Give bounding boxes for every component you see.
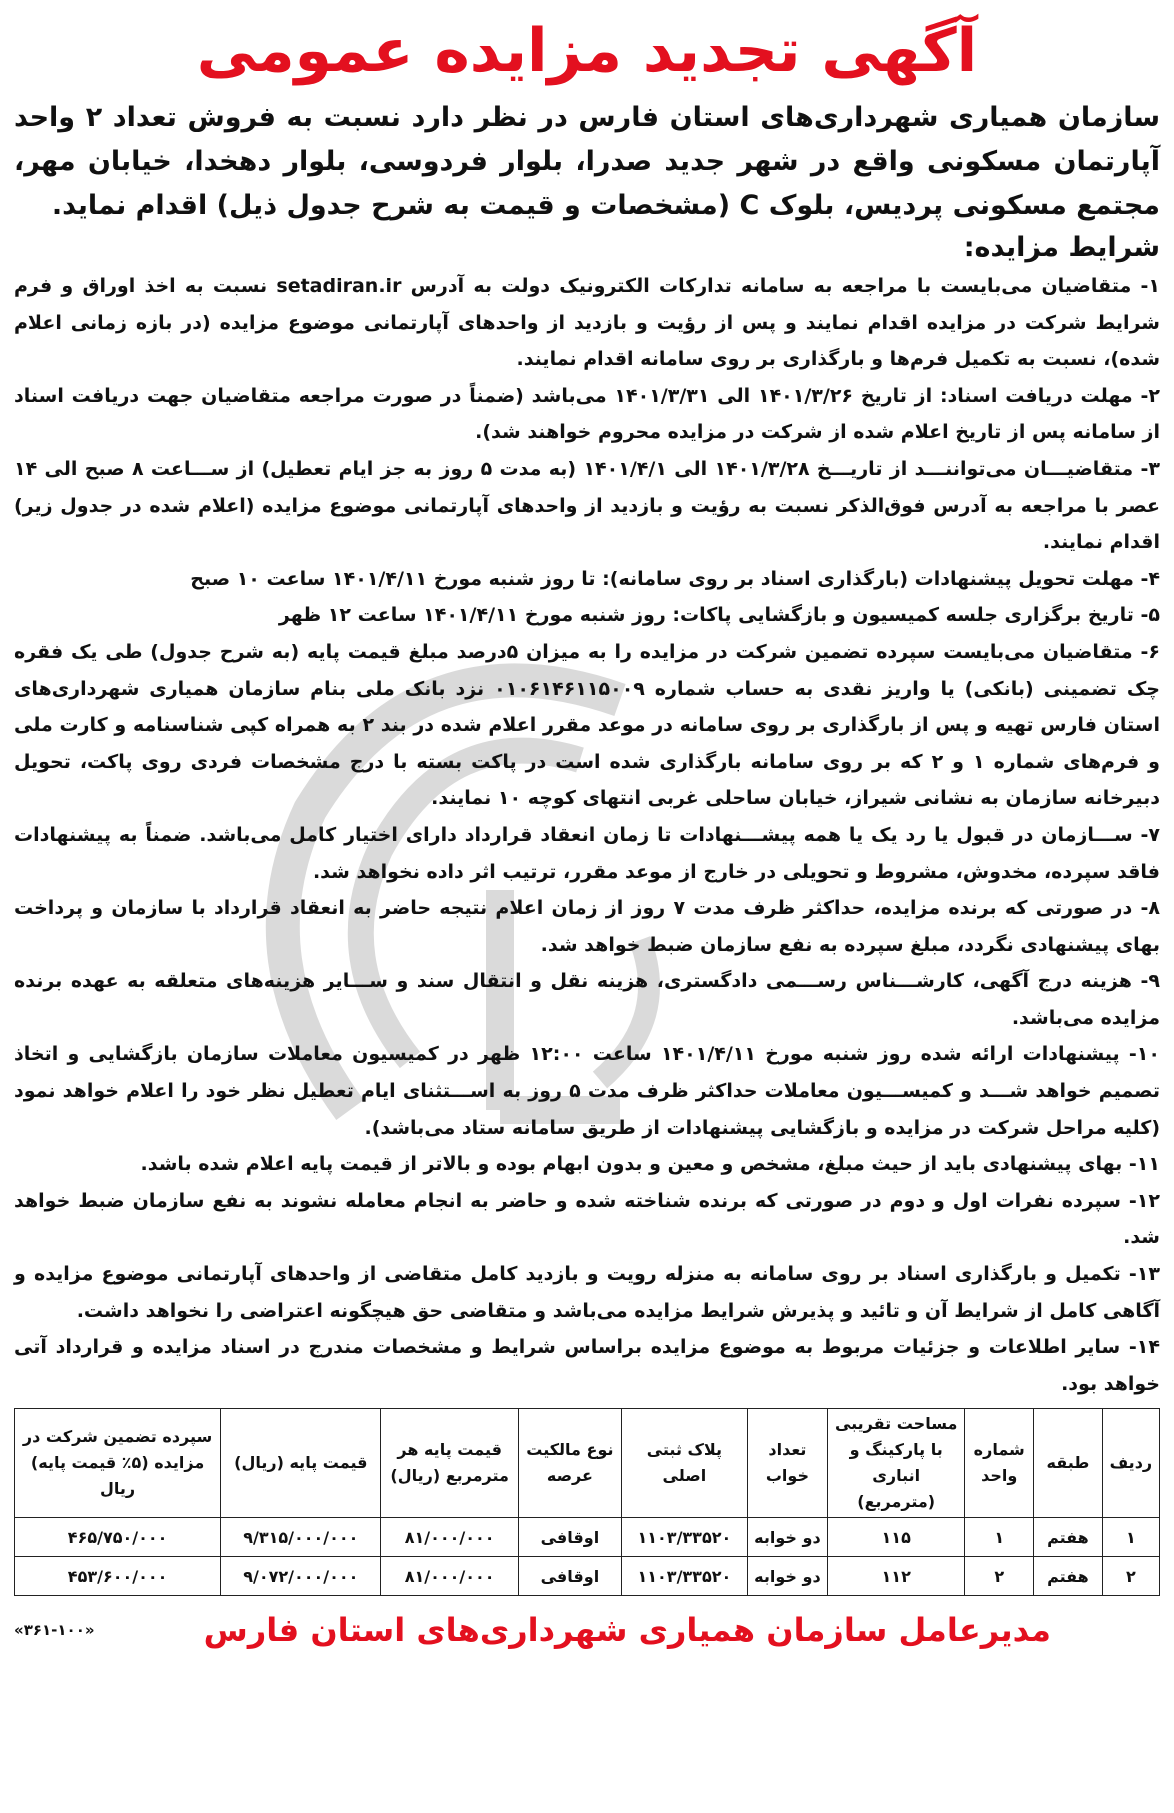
conditions-heading: شرایط مزایده: <box>963 232 1160 263</box>
table-cell: ۸۱/۰۰۰/۰۰۰ <box>381 1557 518 1596</box>
condition-item: ۱۱- بهای پیشنهادی باید از حیث مبلغ، مشخص و معین و بدون ابهام بوده و بالاتر از قیمت پایه اعلام شده باشد. <box>140 1153 1160 1176</box>
table-cell: ۱۱۰۳/۳۳۵۲۰ <box>621 1518 747 1557</box>
column-header: تعداد خواب <box>747 1409 827 1518</box>
table-cell: ۱۱۲ <box>827 1557 964 1596</box>
column-header: مساحت تقریبی با پارکینگ و انباری (مترمربع) <box>827 1409 964 1518</box>
condition-item: ۲- مهلت دریافت اسناد: از تاریخ ۱۴۰۱/۳/۲۶ الی ۱۴۰۱/۳/۳۱ می‌باشد (ضمناً در صورت مراجعه متقاضیان جهت دریافت اسناد از سامانه پس از تاریخ اعلام شده از شرکت در مزایده محروم خواهند شد). <box>14 384 1160 444</box>
table-cell: ۴۵۳/۶۰۰/۰۰۰ <box>15 1557 221 1596</box>
units-table <box>14 1408 1160 1596</box>
notice-code: «۳۶۱-۱۰۰» <box>14 1621 95 1640</box>
table-cell: ۱ <box>965 1518 1034 1557</box>
table-cell: هفتم <box>1034 1518 1103 1557</box>
table-cell: هفتم <box>1034 1557 1103 1596</box>
table-cell: اوقافی <box>518 1518 621 1557</box>
column-header: قیمت پایه (ریال) <box>221 1409 381 1518</box>
table-cell: دو خوابه <box>747 1518 827 1557</box>
conditions-list <box>14 268 1160 1402</box>
table-cell: ۴۶۵/۷۵۰/۰۰۰ <box>15 1518 221 1557</box>
table-cell: ۲ <box>1102 1557 1159 1596</box>
table-cell: اوقافی <box>518 1557 621 1596</box>
table-cell: دو خوابه <box>747 1557 827 1596</box>
condition-item: ۶- متقاضیان می‌بایست سپرده تضمین شرکت در مزایده را به میزان ۵درصد مبلغ قیمت پایه (به شرح جدول) طی یک فقره چک تضمینی (بانکی) یا واریز نقدی به حساب شماره ۰۱۰۶۱۴۶۱۱۵۰۰۹ نزد بانک ملی بنام سازمان همیاری شهرداری‌های استان فارس تهیه و پس از بارگذاری بر روی سامانه در موعد مقرر اعلام شده در بند ۲ به همراه کپی شناسنامه و کارت ملی و فرم‌های شماره ۱ و ۲ که بر روی سامانه بارگذاری شده است در پاکت بسته با درج مشخصات فردی روی پاکت، تحویل دبیرخانه سازمان به نشانی شیراز، خیابان ساحلی غربی انتهای کوچه ۱۰ نمایند. <box>14 640 1161 810</box>
condition-item: ۱۲- سپرده نفرات اول و دوم در صورتی که برنده شناخته شده و حاضر به انجام معامله نشوند به نفع سازمان ضبط خواهد شد. <box>14 1189 1160 1249</box>
notice-title: آگهی تجدید مزایده عمومی <box>196 16 978 86</box>
condition-item: ۵- تاریخ برگزاری جلسه کمیسیون و بازگشایی پاکات: روز شنبه مورخ ۱۴۰۱/۴/۱۱ ساعت ۱۲ ظهر <box>278 604 1160 627</box>
table-cell: ۹/۰۷۲/۰۰۰/۰۰۰ <box>221 1557 381 1596</box>
condition-item: ۹- هزینه درج آگهی، کارشـــناس رســـمی دادگستری، هزینه نقل و انتقال سند و ســـایر هزینه‌های متعلقه به عهده برنده مزایده می‌باشد. <box>14 970 1160 1029</box>
table-cell: ۱ <box>1102 1518 1159 1557</box>
table-row <box>15 1518 1160 1557</box>
column-header: طبقه <box>1034 1409 1103 1518</box>
column-header: شماره واحد <box>965 1409 1034 1518</box>
column-header: قیمت پایه هر مترمربع (ریال) <box>381 1409 518 1518</box>
condition-item: ۸- در صورتی که برنده مزایده، حداکثر ظرف مدت ۷ روز از زمان اعلام نتیجه حاضر به انعقاد قرارداد با سازمان و پرداخت بهای پیشنهادی نگردد، مبلغ سپرده به نفع سازمان ضبط خواهد شد. <box>14 897 1160 956</box>
table-header-row <box>15 1409 1160 1518</box>
condition-item: ۷- ســـازمان در قبول یا رد یک یا همه پیشـــنهادات تا زمان انعقاد قرارداد دارای اختیار کامل می‌باشد. ضمناً به پیشنهادات فاقد سپرده، مخدوش، مشروط و تحویلی در خارج از موعد مقرر، ترتیب اثر داده نخواهد شد. <box>14 823 1160 883</box>
column-header: سپرده تضمین شرکت در مزایده (۵٪ قیمت پایه) ریال <box>15 1409 221 1518</box>
condition-item: ۱۴- سایر اطلاعات و جزئیات مربوط به موضوع مزایده براساس شرایط و مشخصات مندرج در اسناد مزایده و قرارداد آتی خواهد بود. <box>14 1336 1160 1395</box>
column-header: پلاک ثبتی اصلی <box>621 1409 747 1518</box>
footer <box>14 1604 1160 1656</box>
condition-item: ۱- متقاضیان می‌بایست با مراجعه به سامانه تدارکات الکترونیک دولت به آدرس setadiran.ir نسبت به اخذ اوراق و فرم شرایط شرکت در مزایده اقدام نمایند و پس از رؤیت و بازدید از واحدهای آپارتمانی موضوع مزایده (در بازه زمانی اعلام شده)، نسبت به تکمیل فرم‌ها و بارگذاری بر روی سامانه اقدام نمایند. <box>14 275 1160 371</box>
notice-intro: سازمان همیاری شهرداری‌های استان فارس در نظر دارد نسبت به فروش تعداد ۲ واحد آپارتمان مسکونی واقع در شهر جدید صدرا، بلوار فردوسی، بلوار دهخدا، خیابان مهر، مجتمع مسکونی پردیس، بلوک C (مشخصات و قیمت به شرح جدول ذیل) اقدام نماید. <box>14 102 1160 221</box>
condition-item: ۴- مهلت تحویل پیشنهادات (بارگذاری اسناد بر روی سامانه): تا روز شنبه مورخ ۱۴۰۱/۴/۱۱ ساعت ۱۰ صبح <box>190 567 1160 590</box>
condition-item: ۱۳- تکمیل و بارگذاری اسناد بر روی سامانه به منزله رویت و بازدید کامل متقاضی از واحدهای آپارتمانی موضوع مزایده و آگاهی کامل از شرایط آن و تائید و پذیرش شرایط مزایده می‌باشد و متقاضی حق هیچگونه اعتراضی را نخواهد داشت. <box>14 1263 1160 1322</box>
condition-item: ۳- متقاضیـــان می‌تواننـــد از تاریـــخ ۱۴۰۱/۳/۲۸ الی ۱۴۰۱/۴/۱ (به مدت ۵ روز به جز ایام تعطیل) از ســـاعت ۸ صبح الی ۱۴ عصر با مراجعه به آدرس فوق‌الذکر نسبت به رؤیت و بازدید از واحدهای آپارتمانی موضوع مزایده (اعلام شده در جدول زیر) اقدام نمایند. <box>14 457 1160 554</box>
table-cell: ۱۱۰۳/۳۳۵۲۰ <box>621 1557 747 1596</box>
table-cell: ۲ <box>965 1557 1034 1596</box>
signature-line: مدیرعامل سازمان همیاری شهرداری‌های استان فارس <box>203 1611 1051 1650</box>
table-cell: ۱۱۵ <box>827 1518 964 1557</box>
column-header: نوع مالکیت عرصه <box>518 1409 621 1518</box>
table-cell: ۸۱/۰۰۰/۰۰۰ <box>381 1518 518 1557</box>
column-header: ردیف <box>1102 1409 1159 1518</box>
table-row <box>15 1557 1160 1596</box>
condition-item: ۱۰- پیشنهادات ارائه شده روز شنبه مورخ ۱۴۰۱/۴/۱۱ ساعت ۱۲:۰۰ ظهر در کمیسیون معاملات سازمان بازگشایی و اتخاذ تصمیم خواهد شـــد و کمیســـیون معاملات حداکثر ظرف مدت ۵ روز به اســـتثنای ایام تعطیل نظر خود را اعلام خواهد نمود (کلیه مراحل شرکت در مزایده و بازگشایی پیشنهادات از طریق سامانه ستاد می‌باشد). <box>14 1043 1160 1139</box>
table-cell: ۹/۳۱۵/۰۰۰/۰۰۰ <box>221 1518 381 1557</box>
